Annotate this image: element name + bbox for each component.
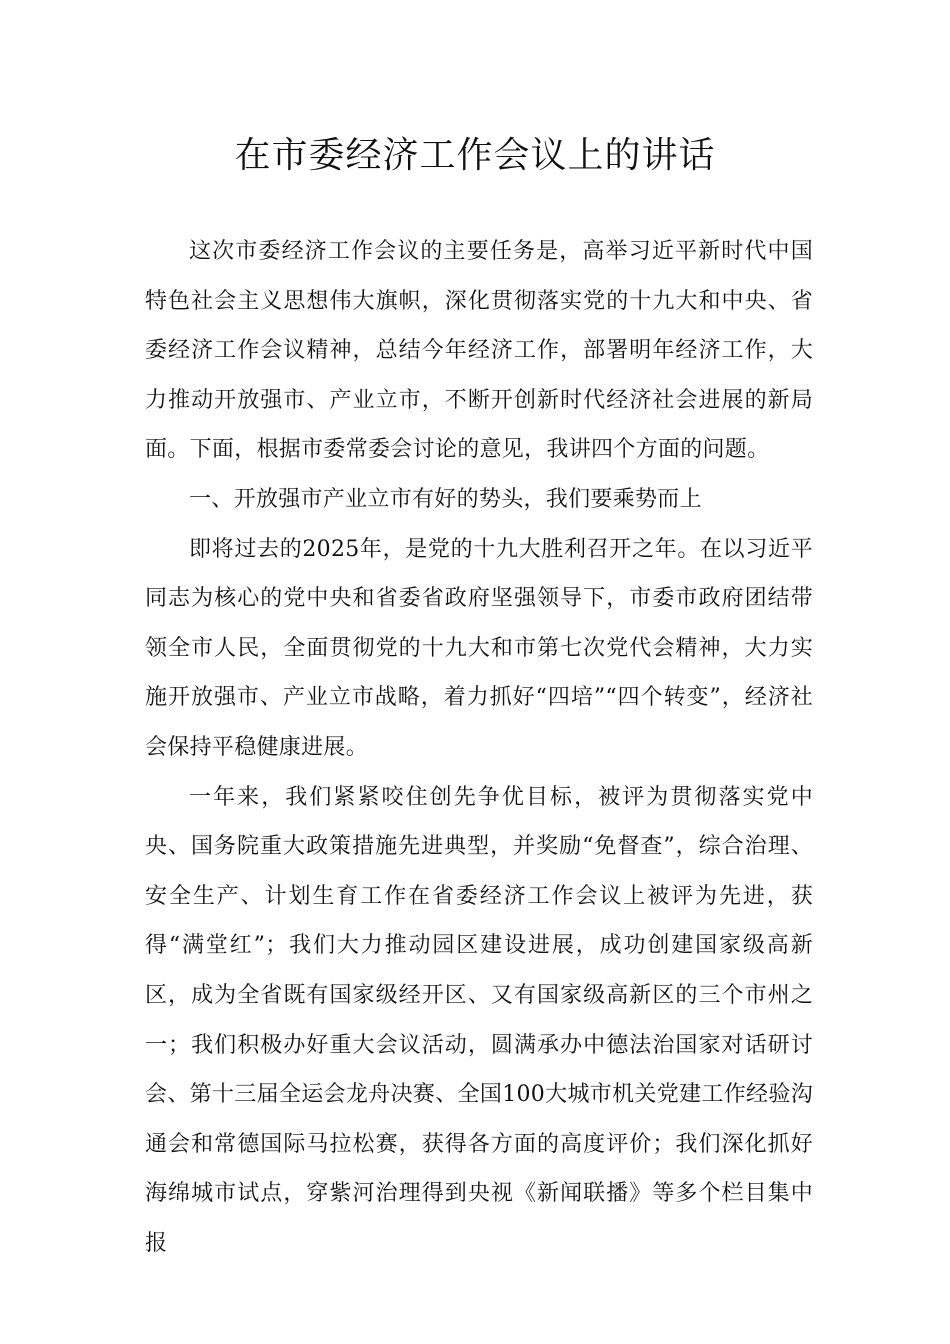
- paragraph-achievements: 一年来，我们紧紧咬住创先争优目标，被评为贯彻落实党中央、国务院重大政策措施先进典型，并奖励“免督查”，综合治理、安全生产、计划生育工作在省委经济工作会议上被评为先进，获得“满堂红”；我们大力推动园区建设进展，成功创建国家级高新区，成为全省既有国家级经开区、又有国家级高新区的三个市州之一；我们积极办好重大会议活动，圆满承办中德法治国家对话研讨会、第十三届全运会龙舟决赛、全国100大城市机关党建工作经验沟通会和常德国际马拉松赛，获得各方面的高度评价；我们深化抓好海绵城市试点，穿紫河治理得到央视《新闻联播》等多个栏目集中报: [145, 784, 813, 1256]
- paragraph-intro: 这次市委经济工作会议的主要任务是，高举习近平新时代中国特色社会主义思想伟大旗帜，深化贯彻落实党的十九大和中央、省委经济工作会议精神，总结今年经济工作，部署明年经济工作，大力推动开放强市、产业立市，不断开创新时代经济社会进展的新局面。下面，根据市委常委会讨论的意见，我讲四个方面的问题。: [145, 239, 813, 463]
- document-title: 在市委经济工作会议上的讲话: [234, 135, 716, 176]
- paragraph-2025-review: 即将过去的2025年，是党的十九大胜利召开之年。在以习近平同志为核心的党中央和省委省政府坚强领导下，市委市政府团结带领全市人民，全面贯彻党的十九大和市第七次党代会精神，大力实施开放强市、产业立市战略，着力抓好“四培”“四个转变”，经济社会保持平稳健康进展。: [145, 536, 813, 760]
- section-heading-1: 一、开放强市产业立市有好的势头，我们要乘势而上: [189, 486, 702, 512]
- document-body: [145, 227, 813, 1268]
